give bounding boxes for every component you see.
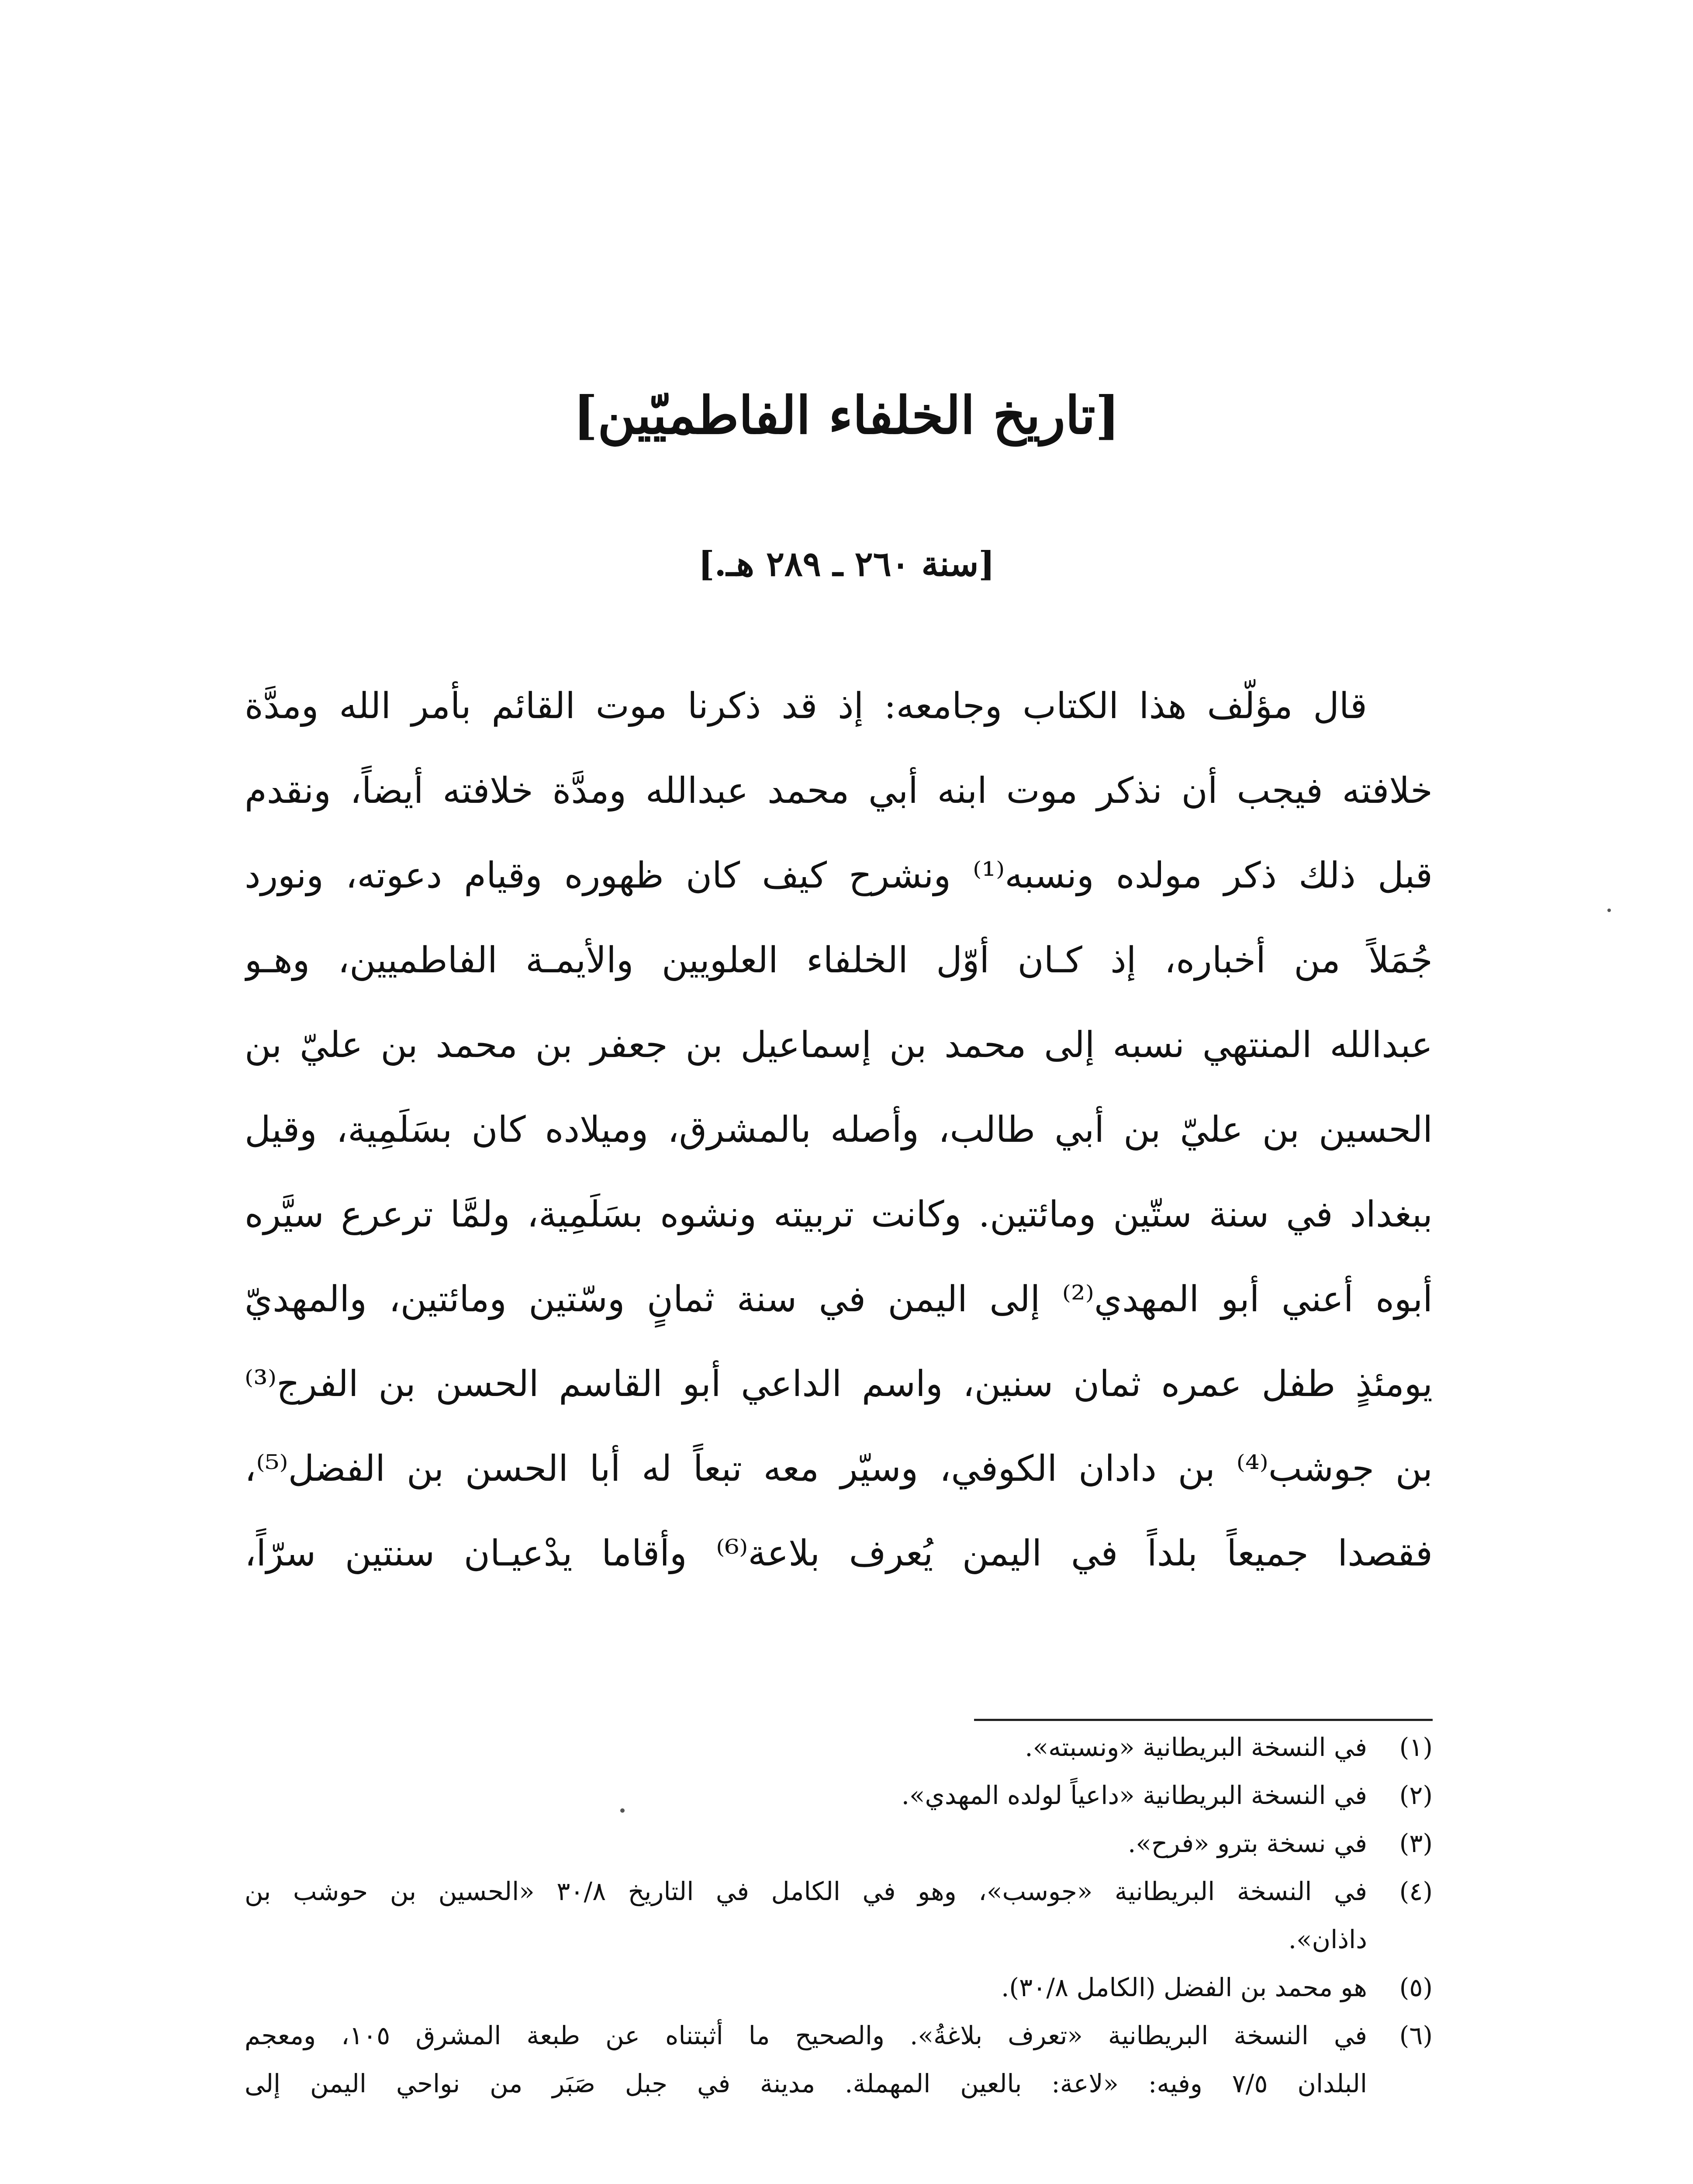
- footnote-item: [245, 2011, 1433, 2108]
- footnote-divider: [974, 1719, 1433, 1721]
- footnotes: [245, 1723, 1433, 2108]
- body-line: الحسين بن عليّ بن أبي طالب، وأصله بالمشرق، وميلاده كان بسَلَمِية، وقيل: [245, 1109, 1433, 1151]
- footnote-number: (٢): [1399, 1780, 1433, 1810]
- footnote-line: في النسخة البريطانية «ونسبته».: [1025, 1732, 1367, 1762]
- footnote-item: [245, 1819, 1433, 1867]
- footnote-line: في النسخة البريطانية «داعياً لولده المهدي».: [901, 1780, 1367, 1810]
- body-line: عبدالله المنتهي نسبه إلى محمد بن إسماعيل بن جعفر بن محمد بن عليّ بن: [245, 1024, 1433, 1066]
- body-line: فقصدا جميعاً بلداً في اليمن يُعرف بلاعة⁽⁶⁾ وأقاما يدْعيـان سنتين سرّاً،: [245, 1533, 1433, 1574]
- page-subtitle: [سنة ٢٦٠ ـ ٢٨٩ هـ.]: [698, 544, 995, 584]
- footnote-item: [245, 1963, 1433, 2011]
- footnote-item: [245, 1867, 1433, 1963]
- footnote-number: (٣): [1399, 1828, 1433, 1858]
- body-line: يومئذٍ طفل عمره ثمان سنين، واسم الداعي أبو القاسم الحسن بن الفرج⁽³⁾: [245, 1363, 1433, 1405]
- scan-speck: [1607, 909, 1611, 912]
- footnote-text: [245, 1819, 1367, 1867]
- body-line: قبل ذلك ذكر مولده ونسبه⁽¹⁾ ونشرح كيف كان ظهوره وقيام دعوته، ونورد: [245, 855, 1433, 896]
- footnote-text: [245, 1723, 1367, 1771]
- footnote-line: في النسخة البريطانية «تعرف بلاغةُ». والصحيح ما أثبتناه عن طبعة المشرق ١٠٥، ومعجم: [245, 2021, 1367, 2050]
- body-line: بن جوشب⁽⁴⁾ بن دادان الكوفي، وسيّر معه تبعاً له أبا الحسن بن الفضل⁽⁵⁾،: [245, 1448, 1433, 1489]
- footnote-line: في نسخة بترو «فرح».: [1127, 1828, 1367, 1858]
- body-line: جُمَلاً من أخباره، إذ كـان أوّل الخلفاء العلويين والأيمـة الفاطميين، وهـو: [245, 940, 1433, 981]
- footnote-item: [245, 1771, 1433, 1819]
- footnote-text: [245, 1771, 1367, 1819]
- footnote-number: (٥): [1399, 1973, 1433, 2002]
- footnote-number: (١): [1399, 1732, 1433, 1762]
- body-line: قال مؤلّف هذا الكتاب وجامعه: إذ قد ذكرنا موت القائم بأمر الله ومدَّة: [245, 685, 1367, 727]
- body-line: ببغداد في سنة ستّين ومائتين. وكانت تربيته ونشوه بسَلَمِية، ولمَّا ترعرع سيَّره: [245, 1194, 1433, 1235]
- body-line: أبوه أعني أبو المهدي⁽²⁾ إلى اليمن في سنة ثمانٍ وسّتين ومائتين، والمهديّ: [245, 1279, 1433, 1320]
- footnote-text: [245, 1867, 1367, 1963]
- footnote-text: [245, 1963, 1367, 2011]
- page-title: [تاريخ الخلفاء الفاطميّين]: [573, 385, 1120, 446]
- body-text: [245, 664, 1433, 1596]
- footnote-line: هو محمد بن الفضل (الكامل ٣٠/٨).: [1001, 1973, 1367, 2002]
- footnote-item: [245, 1723, 1433, 1771]
- footnote-line: البلدان ٧/٥ وفيه: «لاعة: بالعين المهملة. مدينة في جبل صَبَر من نواحي اليمن إلى: [245, 2069, 1367, 2098]
- footnote-text: [245, 2011, 1367, 2108]
- footnote-line: في النسخة البريطانية «جوسب»، وهو في الكامل في التاريخ ٣٠/٨ «الحسين بن حوشب بن: [245, 1876, 1367, 1906]
- body-line: خلافته فيجب أن نذكر موت ابنه أبي محمد عبدالله ومدَّة خلافته أيضاً، ونقدم: [245, 770, 1433, 812]
- footnote-number: (٤): [1399, 1876, 1433, 1906]
- footnote-number: (٦): [1399, 2021, 1433, 2050]
- scan-speck: [620, 1808, 625, 1813]
- footnote-line: داذان».: [1288, 1925, 1367, 1954]
